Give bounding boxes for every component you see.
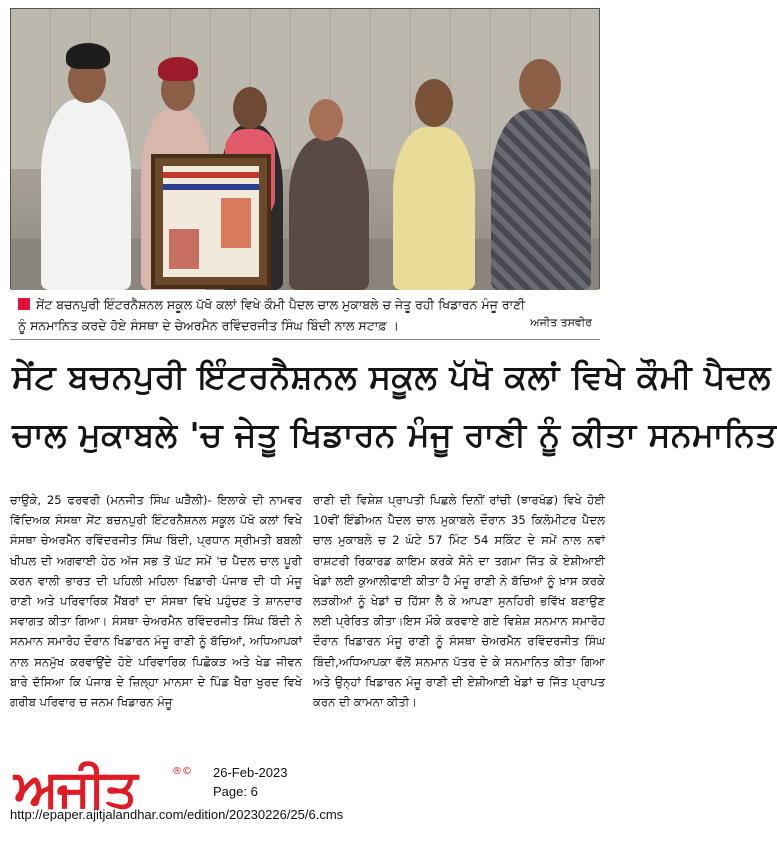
- photo-certificate-frame: [151, 154, 271, 289]
- caption-line-2: ਨੂੰ ਸਨਮਾਨਿਤ ਕਰਦੇ ਹੋਏ ਸੰਸਥਾ ਦੇ ਚੇਅਰਮੈਨ ਰਵਿੰਦਰਜੀਤ ਸਿੰਘ ਬਿੰਦੀ ਨਾਲ ਸਟਾਫ਼ ।: [18, 318, 399, 333]
- photo-person: [41, 99, 131, 290]
- article-column-left: ਚਾਉਕੇ, 25 ਫਰਵਰੀ (ਮਨਜੀਤ ਸਿੰਘ ਘੜੈਲੀ)- ਇਲਾਕੇ ਦੀ ਨਾਮਵਰ ਵਿੱਦਿਅਕ ਸੰਸਥਾ ਸੇਂਟ ਬਚਨਪੁਰੀ ਇੰਟਰਨੈਸ਼ਨਲ ਸਕੂਲ ਪੱਖੋ ਕਲਾਂ ਵਿਖੇ ਸੰਸਥਾ ਚੇਅਰਮੈਨ ਰਵਿੰਦਰਜੀਤ ਸਿੰਘ ਬਿੰਦੀ, ਪ੍ਰਧਾਨ ਸ੍ਰੀਮਤੀ ਬਬਲੀ ਖੀਪਲ ਦੀ ਅਗਵਾਈ ਹੇਠ ਅੱਜ ਸਭ ਤੋਂ ਘੱਟ ਸਮੇਂ 'ਚ ਪੈਦਲ ਚਾਲ ਪੂਰੀ ਕਰਨ ਵਾਲੀ ਭਾਰਤ ਦੀ ਪਹਿਲੀ ਮਹਿਲਾ ਖਿਡਾਰੀ ਪੰਜਾਬ ਦੀ ਧੀ ਮੰਜੂ ਰਾਣੀ ਅਤੇ ਪਰਿਵਾਰਿਕ ਮੈਂਬਰਾਂ ਦਾ ਸੰਸਥਾ ਵਿਖੇ ਪਹੁੰਚਣ ਤੇ ਸ਼ਾਨਦਾਰ ਸਵਾਗਤ ਕੀਤਾ ਗਿਆ। ਸੰਸਥਾ ਚੇਅਰਮੈਨ ਰਵਿੰਦਰਜੀਤ ਸਿੰਘ ਬਿੰਦੀ ਨੇ ਸਨਮਾਨ ਸਮਾਰੋਹ ਦੌਰਾਨ ਖਿਡਾਰਨ ਮੰਜੂ ਰਾਣੀ ਨੂੰ ਬੱਚਿਆਂ, ਅਧਿਆਪਕਾਂ ਨਾਲ ਸਨਮੁੱਖ ਕਰਵਾਉਂਦੇ ਹੋਏ ਪਰਿਵਾਰਿਕ ਪਿਛੋਕੜ ਅਤੇ ਖੇਡ ਜੀਵਨ ਬਾਰੇ ਦੱਸਿਆ ਕਿ ਪੰਜਾਬ ਦੇ ਜ਼ਿਲ੍ਹਾ ਮਾਨਸਾ ਦੇ ਪਿੰਡ ਖੈਰਾ ਖੁਰਦ ਵਿਖੇ ਗਰੀਬ ਪਰਿਵਾਰ ਚ ਜਨਮ ਖਿਡਾਰਨ ਮੰਜੂ: [10, 493, 302, 710]
- photo-person: [289, 137, 369, 290]
- photo-person-head: [309, 99, 343, 141]
- photo-person: [491, 109, 591, 290]
- photo-person-head: [415, 79, 453, 127]
- ajit-logo-text: ਅਜੀਤ: [14, 758, 136, 819]
- edition-page: Page: 6: [213, 784, 258, 799]
- photo-caption: [10, 290, 600, 340]
- photo-person-head: [233, 87, 267, 129]
- photo-person: [393, 127, 475, 290]
- headline-line-1: ਸੇਂਟ ਬਚਨਪੁਰੀ ਇੰਟਰਨੈਸ਼ਨਲ ਸਕੂਲ ਪੱਖੋ ਕਲਾਂ ਵਿਖੇ ਕੌਮੀ ਪੈਦਲ: [12, 357, 771, 396]
- logo-registered-mark: ®©: [172, 766, 192, 777]
- edition-url[interactable]: http://epaper.ajitjalandhar.com/edition/20230226/25/6.cms: [10, 807, 344, 822]
- article-column-right: ਰਾਣੀ ਦੀ ਵਿਸ਼ੇਸ਼ ਪ੍ਰਾਪਤੀ ਪਿਛਲੇ ਦਿਨੀਂ ਰਾਂਚੀ (ਝਾਰਖੰਡ) ਵਿਖੇ ਹੋਈ 10ਵੀਂ ਇੰਡੀਅਨ ਪੈਦਲ ਚਾਲ ਮੁਕਾਬਲੇ ਦੌਰਾਨ 35 ਕਿਲੋਮੀਟਰ ਪੈਦਲ ਚਾਲ ਮੁਕਾਬਲੇ ਚ 2 ਘੰਟੇ 57 ਮਿੰਟ 54 ਸਕਿੰਟ ਦੇ ਸਮੇਂ ਨਾਲ ਨਵਾਂ ਰਾਸ਼ਟਰੀ ਰਿਕਾਰਡ ਕਾਇਮ ਕਰਕੇ ਸੋਨੇ ਦਾ ਤਗਮਾ ਜਿੱਤ ਕੇ ਏਸ਼ੀਆਈ ਖੇਡਾਂ ਲਈ ਕੁਆਲੀਫਾਈ ਕੀਤਾ ਹੈ ਮੰਜੂ ਰਾਣੀ ਨੇ ਬੱਚਿਆਂ ਨੂੰ ਖ਼ਾਸ ਕਰਕੇ ਲੜਕੀਆਂ ਨੂੰ ਖੇਡਾਂ ਚ ਹਿੱਸਾ ਲੈ ਕੇ ਆਪਣਾ ਸੁਨਹਿਰੀ ਭਵਿੱਖ ਬਣਾਉਣ ਲਈ ਪ੍ਰੇਰਿਤ ਕੀਤਾ।ਇਸ ਮੌਕੇ ਕਰਵਾਏ ਗਏ ਵਿਸ਼ੇਸ਼ ਸਨਮਾਨ ਸਮਾਰੋਹ ਦੌਰਾਨ ਖਿਡਾਰਨ ਮੰਜੂ ਰਾਣੀ ਨੂੰ ਸੰਸਥਾ ਚੇਅਰਮੈਨ ਰਵਿੰਦਰਜੀਤ ਸਿੰਘ ਬਿੰਦੀ,ਅਧਿਆਪਕਾ ਵੱਲੋਂ ਸਨਮਾਨ ਪੱਤਰ ਦੇ ਕੇ ਸਨਮਾਨਿਤ ਕੀਤਾ ਗਿਆ ਅਤੇ ਉਨ੍ਹਾਂ ਖਿਡਾਰਨ ਮੰਜੂ ਰਾਣੀ ਦੀ ਏਸ਼ੀਆਈ ਖੇਡਾਂ ਚ ਜਿੱਤ ਪ੍ਰਾਪਤ ਕਰਨ ਦੀ ਕਾਮਨਾ ਕੀਤੀ।: [313, 493, 605, 710]
- headline-line-2: ਚਾਲ ਮੁਕਾਬਲੇ 'ਚ ਜੇਤੂ ਖਿਡਾਰਨ ਮੰਜੂ ਰਾਣੀ ਨੂੰ ਕੀਤਾ ਸਨਮਾਨਿਤ: [12, 415, 777, 454]
- news-photo: [10, 8, 600, 289]
- caption-line-1: ਸੇਂਟ ਬਚਨਪੁਰੀ ਇੰਟਰਨੈਸ਼ਨਲ ਸਕੂਲ ਪੱਖੋ ਕਲਾਂ ਵਿਖੇ ਕੌਮੀ ਪੈਦਲ ਚਾਲ ਮੁਕਾਬਲੇ ਚ ਜੇਤੂ ਰਹੀ ਖਿਡਾਰਨ ਮੰਜੂ ਰਾਣੀ: [36, 297, 526, 312]
- caption-marker-icon: [18, 298, 30, 310]
- photo-person-head: [519, 59, 561, 111]
- photo-credit: ਅਜੀਤ ਤਸਵੀਰ: [530, 316, 592, 329]
- edition-date: 26-Feb-2023: [213, 765, 288, 780]
- photo-person-turban: [158, 57, 198, 81]
- article-headline: [12, 348, 777, 464]
- photo-person-turban: [66, 43, 110, 69]
